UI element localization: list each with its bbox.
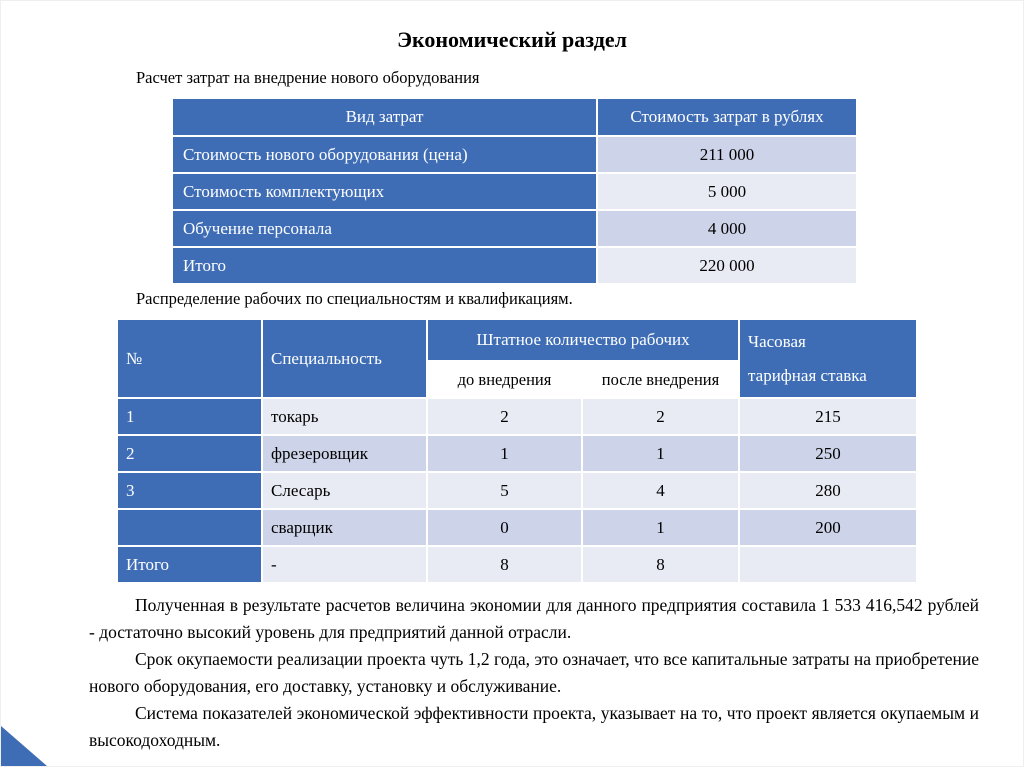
table-row: [117, 509, 917, 546]
workers-col-staff-header: Штатное количество рабочих: [427, 319, 739, 361]
table-row: [117, 435, 917, 472]
workers-col-rate-header: [739, 319, 917, 398]
table-row: [117, 546, 917, 583]
worker-num-cell: 3: [117, 472, 262, 509]
table-row: [172, 247, 857, 284]
workers-table: [116, 318, 918, 584]
rate-header-line1: Часовая: [748, 331, 806, 351]
cost-type-cell: Итого: [172, 247, 597, 284]
summary-paragraph-2: Срок окупаемости реализации проекта чуть 1,2 года, это означает, что все капитальные затраты на приобретение нового оборудования, его доставку, установку и обслуживание.: [89, 649, 979, 696]
worker-before-cell: 8: [427, 546, 582, 583]
rate-header-line2: тарифная ставка: [748, 365, 867, 385]
worker-rate-cell: 200: [739, 509, 917, 546]
worker-specialty-cell: фрезеровщик: [262, 435, 427, 472]
workers-col-specialty-header: Специальность: [262, 319, 427, 398]
cost-value-cell: 220 000: [597, 247, 857, 284]
worker-rate-cell: 215: [739, 398, 917, 435]
worker-rate-cell: 250: [739, 435, 917, 472]
table-row: [172, 173, 857, 210]
workers-header-row-top: [117, 319, 917, 361]
worker-num-cell: [117, 509, 262, 546]
cost-type-cell: Стоимость нового оборудования (цена): [172, 136, 597, 173]
cost-type-cell: Обучение персонала: [172, 210, 597, 247]
cost-value-cell: 211 000: [597, 136, 857, 173]
cost-type-cell: Стоимость комплектующих: [172, 173, 597, 210]
costs-header-row: [172, 98, 857, 136]
summary-text: [89, 592, 979, 754]
worker-before-cell: 5: [427, 472, 582, 509]
worker-specialty-cell: Слесарь: [262, 472, 427, 509]
costs-col-value-header: Стоимость затрат в рублях: [597, 98, 857, 136]
worker-after-cell: 8: [582, 546, 739, 583]
worker-specialty-cell: токарь: [262, 398, 427, 435]
workers-col-before-header: до внедрения: [427, 361, 582, 398]
cost-value-cell: 5 000: [597, 173, 857, 210]
workers-col-after-header: после внедрения: [582, 361, 739, 398]
summary-paragraph-3: Система показателей экономической эффективности проекта, указывает на то, что проект является окупаемым и высокодоходным.: [89, 703, 979, 750]
table-row: [172, 210, 857, 247]
worker-num-cell: Итого: [117, 546, 262, 583]
worker-after-cell: 2: [582, 398, 739, 435]
worker-after-cell: 4: [582, 472, 739, 509]
workers-col-num-header: №: [117, 319, 262, 398]
costs-col-type-header: Вид затрат: [172, 98, 597, 136]
worker-num-cell: 1: [117, 398, 262, 435]
worker-before-cell: 2: [427, 398, 582, 435]
costs-table: [171, 97, 858, 285]
summary-paragraph-1: Полученная в результате расчетов величина экономии для данного предприятия составила 1 533 416,542 рублей - достаточно высокий уровень для предприятий данной отрасли.: [89, 595, 979, 642]
workers-table-caption: Распределение рабочих по специальностям и квалификациям.: [136, 289, 573, 308]
worker-rate-cell: 280: [739, 472, 917, 509]
worker-num-cell: 2: [117, 435, 262, 472]
worker-specialty-cell: сварщик: [262, 509, 427, 546]
worker-after-cell: 1: [582, 509, 739, 546]
corner-accent-triangle: [1, 726, 47, 766]
table-row: [117, 398, 917, 435]
slide-title: Экономический раздел: [397, 27, 627, 52]
worker-rate-cell: [739, 546, 917, 583]
table-row: [117, 472, 917, 509]
costs-table-caption: Расчет затрат на внедрение нового оборудования: [136, 68, 480, 87]
table-row: [172, 136, 857, 173]
worker-before-cell: 1: [427, 435, 582, 472]
cost-value-cell: 4 000: [597, 210, 857, 247]
worker-before-cell: 0: [427, 509, 582, 546]
worker-specialty-cell: -: [262, 546, 427, 583]
worker-after-cell: 1: [582, 435, 739, 472]
